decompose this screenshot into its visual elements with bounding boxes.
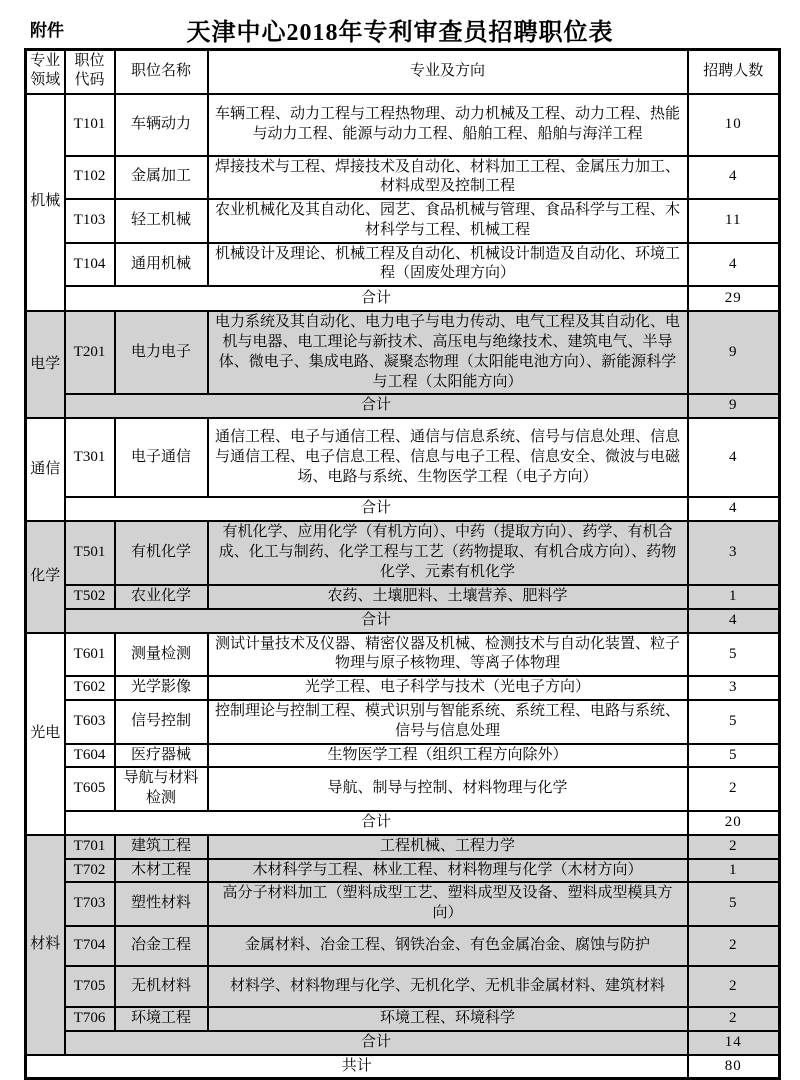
- table-row: [26, 700, 780, 744]
- section-communication: [26, 418, 780, 521]
- name-cell: 车辆动力: [115, 94, 208, 156]
- count-cell: 10: [688, 94, 780, 156]
- major-cell: 电力系统及其自动化、电力电子与电力传动、电气工程及其自动化、电机与电器、电工理论与新技术、高压电与绝缘技术、建筑电气、半导体、微电子、集成电路、凝聚态物理（太阳能电池方向）、新能源科学与工程（太阳能方向）: [208, 311, 688, 394]
- name-cell: 无机材料: [115, 966, 208, 1007]
- page-title: 天津中心2018年专利审查员招聘职位表: [186, 20, 614, 46]
- code-cell: T101: [65, 94, 115, 156]
- subtotal-count: 4: [688, 497, 780, 521]
- header-name: 职位名称: [115, 50, 208, 94]
- code-cell: T604: [65, 744, 115, 768]
- count-cell: 2: [688, 835, 780, 859]
- subtotal-count: 4: [688, 609, 780, 633]
- count-cell: 2: [688, 767, 780, 811]
- name-cell: 建筑工程: [115, 835, 208, 859]
- major-cell: 光学工程、电子科学与技术（光电子方向）: [208, 676, 688, 700]
- name-cell: 冶金工程: [115, 926, 208, 966]
- subtotal-row: [26, 609, 780, 633]
- major-cell: 木材科学与工程、林业工程、材料物理与化学（木材方向）: [208, 859, 688, 883]
- subtotal-label: 合计: [65, 811, 688, 835]
- page-header: [0, 0, 800, 48]
- table-row: [26, 744, 780, 768]
- code-cell: T301: [65, 418, 115, 497]
- table-row: [26, 633, 780, 677]
- code-cell: T602: [65, 676, 115, 700]
- name-cell: 金属加工: [115, 156, 208, 200]
- name-cell: 塑性材料: [115, 882, 208, 926]
- code-cell: T104: [65, 243, 115, 287]
- major-cell: 导航、制导与控制、材料物理与化学: [208, 767, 688, 811]
- subtotal-label: 合计: [65, 609, 688, 633]
- count-cell: 4: [688, 156, 780, 200]
- count-cell: 11: [688, 199, 780, 243]
- code-cell: T704: [65, 926, 115, 966]
- table-header: [26, 50, 780, 94]
- code-cell: T706: [65, 1007, 115, 1031]
- table-row: [26, 585, 780, 609]
- code-cell: T603: [65, 700, 115, 744]
- subtotal-row: [26, 394, 780, 418]
- count-cell: 9: [688, 311, 780, 394]
- table-row: [26, 835, 780, 859]
- grand-total-section: [26, 1055, 780, 1079]
- header-field-label: 专业领域: [30, 53, 61, 89]
- subtotal-label: 合计: [65, 286, 688, 311]
- count-cell: 2: [688, 966, 780, 1007]
- major-cell: 机械设计及理论、机械工程及自动化、机械设计制造及自动化、环境工程（固废处理方向）: [208, 243, 688, 287]
- table-row: [26, 243, 780, 287]
- major-cell: 测试计量技术及仪器、精密仪器及机械、检测技术与自动化装置、粒子物理与原子核物理、等离子体物理: [208, 633, 688, 677]
- code-cell: T701: [65, 835, 115, 859]
- subtotal-row: [26, 497, 780, 521]
- count-cell: 5: [688, 882, 780, 926]
- table-row: [26, 418, 780, 497]
- subtotal-row: [26, 286, 780, 311]
- section-optoelectronics: [26, 633, 780, 835]
- name-cell: 环境工程: [115, 1007, 208, 1031]
- count-cell: 2: [688, 1007, 780, 1031]
- header-major: 专业及方向: [208, 50, 688, 94]
- positions-table: [24, 48, 781, 1080]
- table-row: [26, 94, 780, 156]
- code-cell: T502: [65, 585, 115, 609]
- code-cell: T501: [65, 521, 115, 585]
- section-mechanical: [26, 94, 780, 312]
- major-cell: 车辆工程、动力工程与工程热物理、动力机械及工程、动力工程、热能与动力工程、能源与动力工程、船舶工程、船舶与海洋工程: [208, 94, 688, 156]
- subtotal-label: 合计: [65, 497, 688, 521]
- code-cell: T103: [65, 199, 115, 243]
- subtotal-row: [26, 1031, 780, 1055]
- subtotal-label: 合计: [65, 1031, 688, 1055]
- section-electrical: [26, 311, 780, 418]
- subtotal-label: 合计: [65, 394, 688, 418]
- major-cell: 环境工程、环境科学: [208, 1007, 688, 1031]
- table-row: [26, 1007, 780, 1031]
- count-cell: 4: [688, 418, 780, 497]
- count-cell: 3: [688, 676, 780, 700]
- name-cell: 测量检测: [115, 633, 208, 677]
- table-row: [26, 767, 780, 811]
- table-row: [26, 311, 780, 394]
- table-row: [26, 859, 780, 883]
- count-cell: 4: [688, 243, 780, 287]
- subtotal-count: 20: [688, 811, 780, 835]
- code-cell: T601: [65, 633, 115, 677]
- subtotal-count: 14: [688, 1031, 780, 1055]
- major-cell: 有机化学、应用化学（有机方向）、中药（提取方向）、药学、有机合成、化工与制药、化学工程与工艺（药物提取、有机合成方向）、药物化学、元素有机化学: [208, 521, 688, 585]
- header-count: 招聘人数: [688, 50, 780, 94]
- table-row: [26, 521, 780, 585]
- field-cell: 通信: [26, 418, 65, 521]
- table-row: [26, 882, 780, 926]
- header-code: [65, 50, 115, 94]
- field-cell: 机械: [26, 94, 65, 312]
- header-code-label: 职位代码: [74, 53, 105, 89]
- name-cell: 通用机械: [115, 243, 208, 287]
- code-cell: T201: [65, 311, 115, 394]
- name-cell: 电力电子: [115, 311, 208, 394]
- count-cell: 2: [688, 926, 780, 966]
- major-cell: 生物医学工程（组织工程方向除外）: [208, 744, 688, 768]
- code-cell: T705: [65, 966, 115, 1007]
- grand-total-row: [26, 1055, 780, 1079]
- field-cell: 光电: [26, 633, 65, 835]
- code-cell: T703: [65, 882, 115, 926]
- name-cell: 木材工程: [115, 859, 208, 883]
- major-cell: 工程机械、工程力学: [208, 835, 688, 859]
- count-cell: 3: [688, 521, 780, 585]
- name-cell: 导航与材料检测: [115, 767, 208, 811]
- code-cell: T605: [65, 767, 115, 811]
- subtotal-row: [26, 811, 780, 835]
- field-cell: 化学: [26, 521, 65, 633]
- table-row: [26, 926, 780, 966]
- section-chemistry: [26, 521, 780, 633]
- count-cell: 5: [688, 633, 780, 677]
- name-cell: 光学影像: [115, 676, 208, 700]
- major-cell: 通信工程、电子与通信工程、通信与信息系统、信号与信息处理、信息与通信工程、电子信息工程、信息与电子工程、信息安全、微波与电磁场、电路与系统、生物医学工程（电子方向）: [208, 418, 688, 497]
- table-row: [26, 676, 780, 700]
- major-cell: 金属材料、冶金工程、钢铁冶金、有色金属冶金、腐蚀与防护: [208, 926, 688, 966]
- subtotal-count: 9: [688, 394, 780, 418]
- attachment-label: 附件: [30, 21, 64, 40]
- name-cell: 电子通信: [115, 418, 208, 497]
- name-cell: 信号控制: [115, 700, 208, 744]
- major-cell: 农业机械化及其自动化、园艺、食品机械与管理、食品科学与工程、木材科学与工程、机械工程: [208, 199, 688, 243]
- major-cell: 控制理论与控制工程、模式识别与智能系统、系统工程、电路与系统、信号与信息处理: [208, 700, 688, 744]
- count-cell: 1: [688, 859, 780, 883]
- name-cell: 医疗器械: [115, 744, 208, 768]
- name-cell: 农业化学: [115, 585, 208, 609]
- code-cell: T702: [65, 859, 115, 883]
- table-row: [26, 199, 780, 243]
- major-cell: 高分子材料加工（塑料成型工艺、塑料成型及设备、塑料成型模具方向）: [208, 882, 688, 926]
- count-cell: 5: [688, 700, 780, 744]
- grand-total-count: 80: [688, 1055, 780, 1079]
- grand-total-label: 共计: [26, 1055, 688, 1079]
- field-cell: 电学: [26, 311, 65, 418]
- code-cell: T102: [65, 156, 115, 200]
- name-cell: 有机化学: [115, 521, 208, 585]
- count-cell: 1: [688, 585, 780, 609]
- header-field: [26, 50, 65, 94]
- subtotal-count: 29: [688, 286, 780, 311]
- table-row: [26, 966, 780, 1007]
- major-cell: 焊接技术与工程、焊接技术及自动化、材料加工工程、金属压力加工、材料成型及控制工程: [208, 156, 688, 200]
- table-row: [26, 156, 780, 200]
- major-cell: 材料学、材料物理与化学、无机化学、无机非金属材料、建筑材料: [208, 966, 688, 1007]
- field-cell: 材料: [26, 835, 65, 1055]
- section-materials: [26, 835, 780, 1055]
- count-cell: 5: [688, 744, 780, 768]
- name-cell: 轻工机械: [115, 199, 208, 243]
- major-cell: 农药、土壤肥料、土壤营养、肥料学: [208, 585, 688, 609]
